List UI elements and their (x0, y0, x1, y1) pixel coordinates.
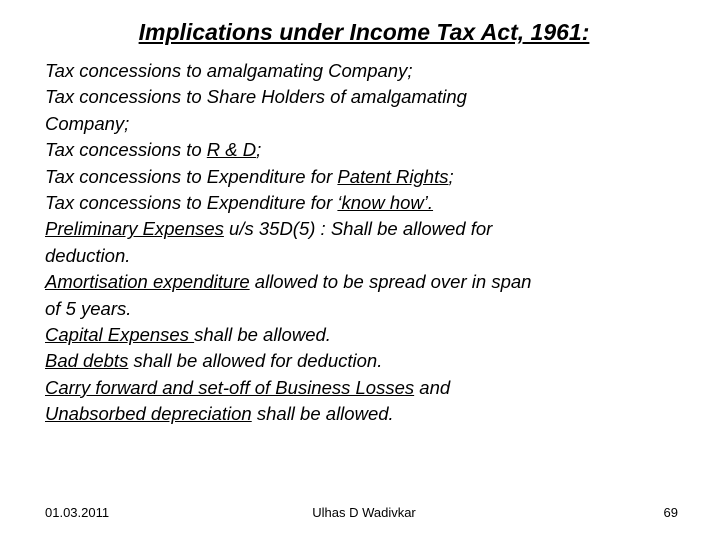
underlined-term: Unabsorbed depreciation (45, 403, 252, 425)
line-text: Tax concessions to Expenditure for (45, 165, 338, 187)
body-line (45, 190, 721, 216)
line-text: Company; (45, 112, 130, 134)
line-text: of 5 years. (45, 297, 132, 319)
line-text: Tax concessions to Share Holders of amalgamating (45, 86, 467, 108)
line-text: shall be allowed. (194, 323, 331, 345)
footer-author: Ulhas D Wadivkar (312, 505, 416, 520)
line-text: shall be allowed. (251, 403, 394, 425)
line-text: u/s 35D(5) : Shall be allowed for (223, 218, 493, 240)
line-text: allowed to be spread over in span (249, 271, 532, 293)
body-line (45, 164, 721, 190)
line-text: ; (448, 165, 454, 187)
underlined-term: Amortisation expenditure (45, 271, 250, 293)
line-text: Tax concessions to amalgamating Company; (45, 60, 413, 81)
body-line (45, 348, 721, 374)
slide-body (45, 58, 721, 427)
page-number: 69 (663, 505, 678, 520)
line-text: shall be allowed for deduction. (128, 350, 383, 372)
underlined-term: ‘know how’. (337, 191, 434, 213)
body-line (45, 375, 721, 401)
underlined-term: Patent Rights (337, 165, 449, 187)
underlined-term: Carry forward and set-off of Business Losses (45, 376, 415, 398)
line-text: and (414, 376, 451, 398)
line-text: Tax concessions to (45, 139, 207, 161)
underlined-term: R & D (206, 139, 257, 161)
body-line (45, 137, 721, 163)
body-line (45, 322, 721, 348)
body-line (45, 58, 721, 84)
footer-date: 01.03.2011 (45, 505, 110, 520)
line-text: Tax concessions to Expenditure for (45, 191, 338, 213)
body-line (45, 243, 721, 269)
body-line (45, 296, 721, 322)
underlined-term: Bad debts (45, 350, 129, 372)
line-text: ; (256, 139, 262, 161)
slide-title: Implications under Income Tax Act, 1961: (138, 19, 590, 45)
body-line (45, 111, 721, 137)
body-line (45, 401, 721, 427)
underlined-term: Capital Expenses (45, 323, 195, 345)
line-text: deduction. (45, 244, 131, 266)
body-line (45, 216, 721, 242)
body-line (45, 84, 721, 110)
body-line (45, 269, 721, 295)
underlined-term: Preliminary Expenses (45, 218, 224, 240)
